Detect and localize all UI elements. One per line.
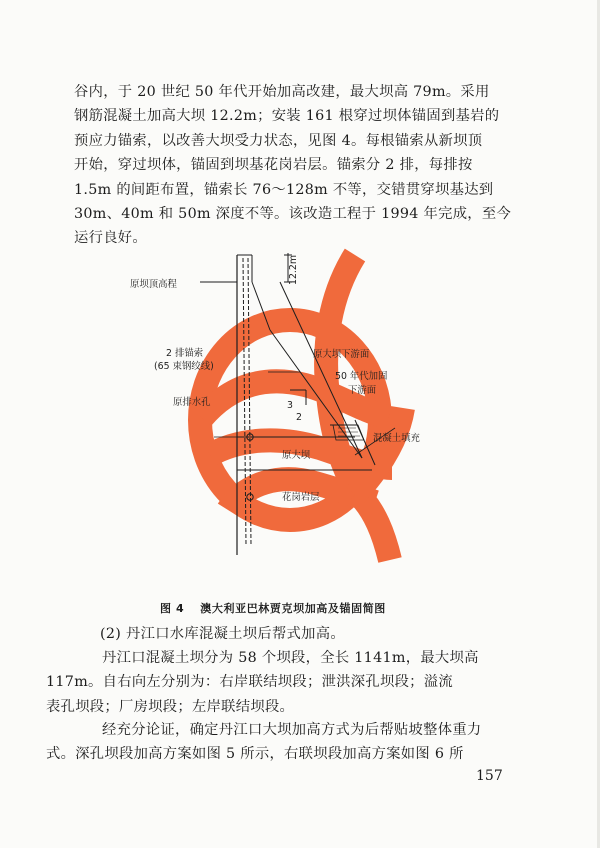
height-label: 12.2m xyxy=(288,254,299,285)
text-line: 经充分论证，确定丹江口大坝加高方式为后帮贴坡整体重力 xyxy=(102,722,482,738)
granite-layer-label: 花岗岩层 xyxy=(282,492,320,503)
text-line: 表孔坝段；厂房坝段；左岸联结坝段。 xyxy=(46,698,295,715)
text-line: 钢筋混凝土加高大坝 12.2m；安装 161 根穿过坝体锚固到基岩的 xyxy=(74,108,500,125)
text-line: 运行良好。 xyxy=(74,230,147,247)
slope-vertical-label: 3 xyxy=(287,400,293,411)
dam-sketch xyxy=(200,253,395,555)
drain-label: 原排水孔 xyxy=(173,397,211,408)
original-dam-label: 原大坝 xyxy=(282,450,311,461)
text-line: 开始，穿过坝体，锚固到坝基花岗岩层。锚索分 2 排，每排按 xyxy=(74,157,473,174)
intro-paragraph xyxy=(74,80,526,251)
library-watermark-stamp xyxy=(200,255,403,560)
figure-title: 澳大利亚巴林贾克坝加高及锚固简图 xyxy=(200,602,386,615)
figure-number: 图 4 xyxy=(160,602,185,615)
text-line: 式。深孔坝段加高方案如图 5 所示，右联坝段加高方案如图 6 所 xyxy=(46,746,464,763)
concrete-fill-label: 混凝土填充 xyxy=(373,433,420,444)
slope-horizontal-label: 2 xyxy=(296,412,302,423)
subheading: (2) 丹江口水库混凝土坝后帮式加高。 xyxy=(100,626,345,642)
paragraph-3 xyxy=(46,718,526,767)
paragraph-2 xyxy=(46,646,526,719)
face-50s-sublabel: 下游面 xyxy=(348,385,377,396)
page-number: 157 xyxy=(476,768,503,784)
face-50s-label: 50 年代加固 xyxy=(335,371,388,382)
orig-downstream-face-label: 原大坝下游面 xyxy=(313,349,370,360)
cables-label: 2 排锚索 xyxy=(166,348,204,359)
original-crest-label: 原坝顶高程 xyxy=(130,279,177,290)
text-line: 丹江口混凝土坝分为 58 个坝段，全长 1141m，最大坝高 xyxy=(102,650,479,666)
text-line: 117m。自右向左分别为：右岸联结坝段；泄洪深孔坝段；溢流 xyxy=(46,674,453,691)
text-line: 预应力锚索，以改善大坝受力状态，见图 4。每根锚索从新坝顶 xyxy=(74,132,483,149)
text-line: 谷内，于 20 世纪 50 年代开始加高改建，最大坝高 79m。采用 xyxy=(74,84,490,100)
text-line: 1.5m 的间距布置，锚索长 76～128m 不等，交错贯穿坝基达到 xyxy=(74,181,494,198)
cables-sublabel: (65 束钢绞线) xyxy=(154,361,214,372)
figure-caption xyxy=(160,600,402,616)
text-line: 30m、40m 和 50m 深度不等。该改造工程于 1994 年完成，至今 xyxy=(74,206,512,223)
